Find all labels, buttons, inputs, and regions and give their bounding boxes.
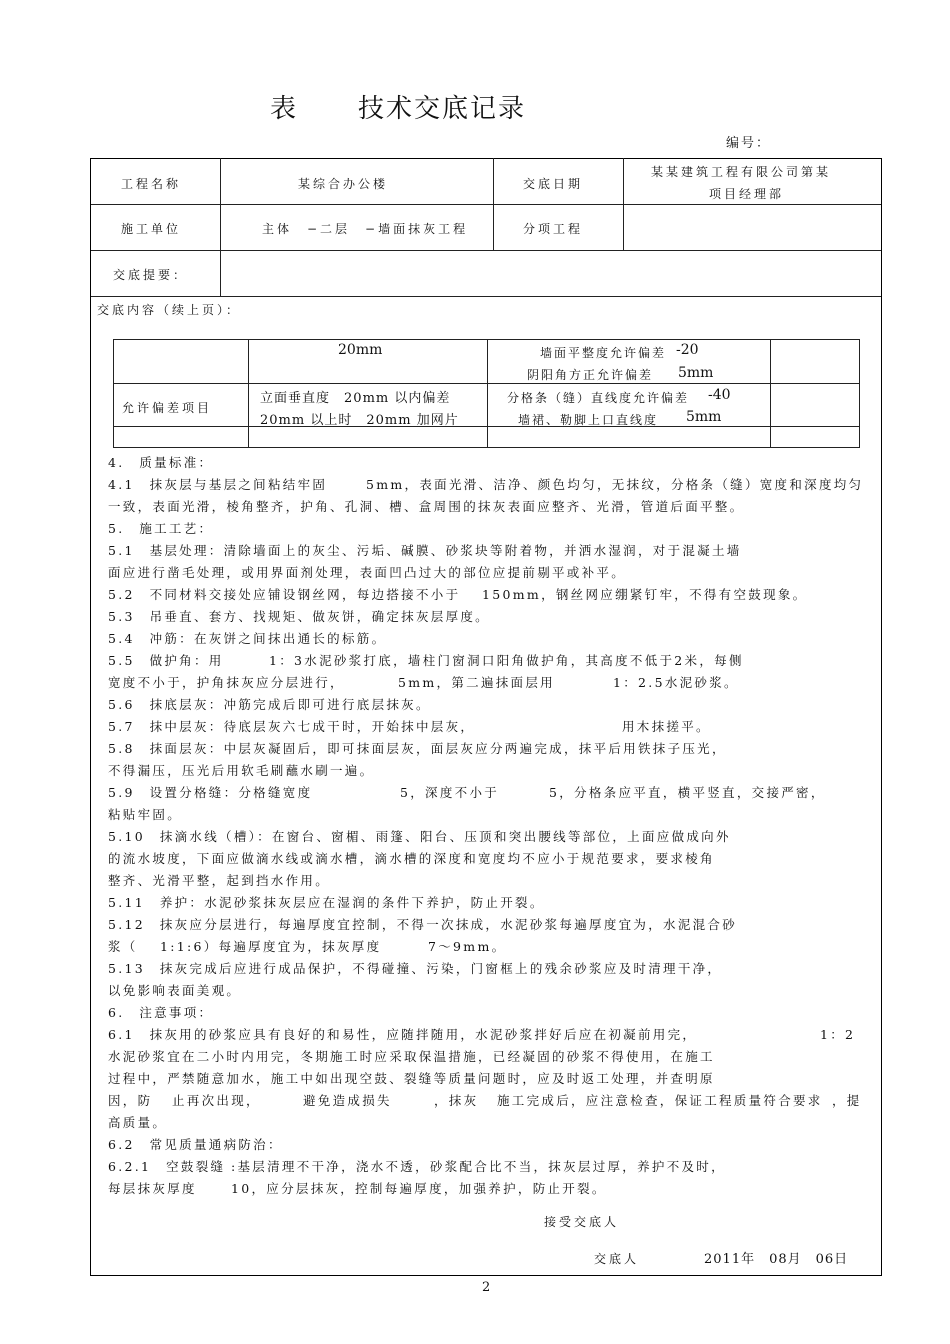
table-divider — [770, 339, 771, 447]
body-line: 5，分格条应平直，横平竖直，交接严密， — [549, 785, 826, 800]
tolerance-value: 5mm — [686, 409, 722, 425]
tolerance-cell: 分格条（缝）直线度允许偏差 — [507, 391, 690, 405]
body-line: 5. 施工工艺： — [108, 521, 214, 536]
table-divider — [113, 447, 860, 448]
tolerance-cell: 墙裙、勒脚上口直线度 — [518, 413, 659, 427]
body-line: 面应进行凿毛处理，或用界面剂处理，表面凹凸过大的部位应提前剔平或补平。 — [108, 565, 627, 580]
body-line: 不得漏压，压光后用软毛刷蘸水刷一遍。 — [108, 763, 375, 778]
body-line: 5.7 抹中层灰：待底层灰六七成干时，开始抹中层灰， — [108, 719, 476, 734]
unit-value-line1: 某某建筑工程有限公司第某 — [651, 165, 832, 179]
body-line: 1：2 — [820, 1027, 856, 1042]
table-border — [90, 1275, 882, 1276]
table-divider — [487, 339, 488, 447]
tolerance-value: -40 — [708, 387, 731, 403]
body-line: 150mm，钢丝网应绷紧钉牢，不得有空鼓现象。 — [482, 587, 808, 602]
table-divider — [493, 158, 494, 250]
body-line: 1：3水泥砂浆打底，墙柱门窗洞口阳角做护角，其高度不低于2米，每侧 — [269, 653, 744, 668]
body-line: 5.10 抹滴水线（槽）：在窗台、窗楣、雨篷、阳台、压顶和突出腰线等部位，上面应做成向外 — [108, 829, 731, 844]
project-value: 某综合办公楼 — [298, 177, 389, 191]
part-label: 施工单位 — [121, 222, 182, 236]
body-line: 每层抹灰厚度 — [108, 1181, 197, 1196]
table-divider — [90, 250, 882, 251]
body-line: 5.12 抹灰应分层进行，每遍厚度宜控制，不得一次抹成，水泥砂浆每遍厚度宜为，水泥混合砂 — [108, 917, 738, 932]
body-line: :基层清理不干净，浇水不透，砂浆配合比不当，抹灰层过厚，养护不及时， — [231, 1159, 726, 1174]
table-divider — [90, 296, 882, 297]
tolerance-cell: 立面垂直度 20mm 以内偏差 — [260, 391, 451, 406]
body-line: 施工完成后，应注意检查，保证工程质量符合要求 — [497, 1093, 823, 1108]
tolerance-cell: 20mm — [338, 342, 383, 358]
table-border — [881, 158, 882, 1276]
unit-value-line2: 项目经理部 — [709, 187, 785, 201]
body-line: 5，深度不小于 — [400, 785, 500, 800]
body-line: 高质量。 — [108, 1115, 168, 1130]
document-code-label: 编号： — [726, 136, 772, 151]
body-line: ，提 — [832, 1093, 862, 1108]
content-heading: 交底内容（续上页）： — [97, 303, 242, 317]
body-line: 7～9mm。 — [428, 939, 507, 954]
body-line: 5.5 做护角：用 — [108, 653, 224, 668]
body-line: 4.1 抹灰层与基层之间粘结牢固 — [108, 477, 328, 492]
tolerance-cell: 墙面平整度允许偏差 — [540, 346, 667, 360]
body-line: 过程中，严禁随意加水，施工中如出现空鼓、裂缝等质量问题时，应及时返工处理，并查明原 — [108, 1071, 715, 1086]
body-line: 6.1 抹灰用的砂浆应具有良好的和易性，应随拌随用，水泥砂浆拌好后应在初凝前用完， — [108, 1027, 698, 1042]
tolerance-value: 5mm — [678, 365, 714, 381]
table-border — [90, 158, 91, 1276]
page-title — [270, 88, 526, 125]
tolerance-cell: 阴阳角方正允许偏差 — [527, 368, 654, 382]
body-line: 以免影响表面美观。 — [108, 983, 242, 998]
tolerance-cell: 20mm 以上时 20mm 加网片 — [260, 413, 459, 428]
table-divider — [248, 339, 249, 447]
body-line: ，抹灰 — [434, 1093, 479, 1108]
table-divider — [859, 339, 860, 447]
body-line: 6.2.1 空鼓裂缝 — [108, 1159, 226, 1174]
body-line: 6. 注意事项： — [108, 1005, 214, 1020]
sign-date: 2011年 08月 06日 — [704, 1252, 849, 1267]
body-line: 5.3 吊垂直、套方、找规矩、做灰饼，确定抹灰层厚度。 — [108, 609, 490, 624]
body-line: 5.13 抹灰完成后应进行成品保护，不得碰撞、污染，门窗框上的残余砂浆应及时清理干净， — [108, 961, 723, 976]
summary-label: 交底提要： — [113, 268, 189, 282]
body-line: 1：2.5水泥砂浆。 — [613, 675, 739, 690]
reviewer-label: 交底人 — [594, 1252, 640, 1266]
body-line: 宽度不小于，护角抹灰应分层进行， — [108, 675, 345, 690]
project-label: 工程名称 — [121, 177, 182, 191]
body-line: 避免造成损失 — [303, 1093, 392, 1108]
body-line: 5mm，表面光滑、洁净、颜色均匀，无抹纹，分格条（缝）宽度和深度均匀 — [366, 477, 864, 492]
body-line: 5mm，第二遍抹面层用 — [398, 675, 555, 690]
body-line: 5.9 设置分格缝：分格缝宽度 — [108, 785, 313, 800]
body-line: 浆（ — [108, 939, 138, 954]
body-line: 5.8 抹面层灰：中层灰凝固后，即可抹面层灰，面层灰应分两遍完成，抹平后用铁抹子压光， — [108, 741, 727, 756]
body-line: 用木抹搓平。 — [622, 719, 711, 734]
title-right: 技术交底记录 — [358, 94, 527, 124]
body-line: 止再次出现， — [172, 1093, 261, 1108]
table-divider — [113, 339, 114, 447]
body-line: 因，防 — [108, 1093, 153, 1108]
part-value: 主体 −二层 −墙面抹灰工程 — [262, 222, 469, 236]
body-line: 5.4 冲筋：在灰饼之间抹出通长的标筋。 — [108, 631, 387, 646]
body-line: 4. 质量标准： — [108, 455, 214, 470]
body-line: 10，应分层抹灰，控制每遍厚度，加强养护，防止开裂。 — [231, 1181, 607, 1196]
tolerance-row-label: 允许偏差项目 — [122, 401, 213, 415]
body-line: 5.6 抹底层灰：冲筋完成后即可进行底层抹灰。 — [108, 697, 431, 712]
body-line: 的流水坡度，下面应做滴水线或滴水槽，滴水槽的深度和宽度均不应小于规范要求，要求棱角 — [108, 851, 715, 866]
body-line: 1:1:6）每遍厚度宜为，抹灰厚度 — [160, 939, 382, 954]
unit-label: 交底日期 — [523, 177, 584, 191]
page-number: 2 — [482, 1280, 491, 1295]
table-divider — [220, 158, 221, 296]
body-line: 粘贴牢固。 — [108, 807, 183, 822]
tolerance-value: -20 — [676, 342, 699, 358]
body-line: 5.11 养护：水泥砂浆抹灰层应在湿润的条件下养护，防止开裂。 — [108, 895, 545, 910]
body-line: 6.2 常见质量通病防治： — [108, 1137, 283, 1152]
table-border — [90, 158, 882, 159]
body-line: 5.1 基层处理：清除墙面上的灰尘、污垢、碱膜、砂浆块等附着物，并洒水湿润，对于混凝土墙 — [108, 543, 742, 558]
body-line: 5.2 不同材料交接处应铺设钢丝网，每边搭接不小于 — [108, 587, 461, 602]
table-divider — [90, 204, 882, 205]
title-left: 表 — [270, 94, 299, 124]
body-line: 一致，表面光滑，棱角整齐，护角、孔洞、槽、盒周围的抹灰表面应整齐、光滑，管道后面平整。 — [108, 499, 745, 514]
date-label: 分项工程 — [523, 222, 584, 236]
receiver-label: 接受交底人 — [544, 1215, 620, 1229]
table-divider — [623, 158, 624, 250]
body-line: 整齐、光滑平整，起到挡水作用。 — [108, 873, 331, 888]
body-line: 水泥砂浆宜在二小时内用完，冬期施工时应采取保温措施，已经凝固的砂浆不得使用，在施工 — [108, 1049, 715, 1064]
